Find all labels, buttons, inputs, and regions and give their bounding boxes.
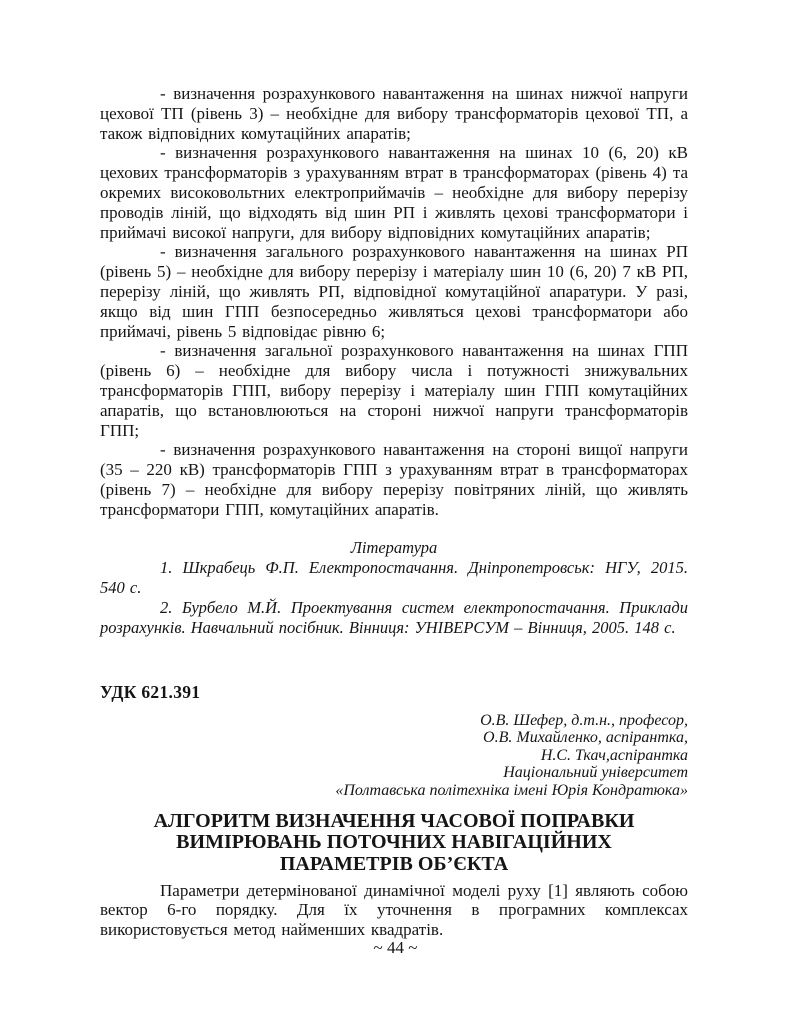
literature-section xyxy=(100,538,688,638)
paragraph-load-level-6: - визначення загальної розрахункового навантаження на шинах ГПП (рівень 6) – необхідне для вибору числа і потужності знижувальних трансформаторів ГПП, вибору перерізу і матеріалу шин ГПП комутаційних апаратів, що встановлюються на стороні нижчої напруги трансформаторів ГПП; xyxy=(100,341,688,440)
literature-item-2: 2. Бурбело М.Й. Проектування систем електропостачання. Приклади розрахунків. Навчальний посібник. Вінниця: УНІВЕРСУМ – Вінниця, 2005. 148 с. xyxy=(100,597,688,637)
literature-item-1: 1. Шкрабець Ф.П. Електропостачання. Дніпропетровськ: НГУ, 2015. 540 с. xyxy=(100,557,688,597)
author-line-2: О.В. Михайленко, аспірантка, xyxy=(483,729,688,747)
affiliation-line-2: «Полтавська політехніка імені Юрія Кондратюка» xyxy=(335,781,688,799)
paragraph-load-level-5: - визначення загального розрахункового навантаження на шинах РП (рівень 5) – необхідне для вибору перерізу і матеріалу шин 10 (6, 20) 7 кВ РП, перерізу ліній, що живлять РП, відповідної комутаційної апаратури. У разі, якщо від шин ГПП безпосередньо живляться цехові трансформатори або приймачі, рівень 5 відповідає рівню 6; xyxy=(100,242,688,341)
affiliation-line-1: Національний університет xyxy=(503,764,688,782)
paragraph-load-level-3: - визначення розрахункового навантаження на шинах нижчої напруги цехової ТП (рівень 3) – необхідне для вибору трансформаторів цехової ТП, а також відповідних комутаційних апаратів; xyxy=(100,84,688,143)
literature-heading: Література xyxy=(350,537,438,557)
paragraph-article-intro: Параметри детермінованої динамічної моделі руху [1] являють собою вектор 6-го порядку. Для їх уточнення в програмних комплексах використовується метод найменших квадратів. xyxy=(100,880,688,940)
page-number: ~ 44 ~ xyxy=(373,938,418,957)
paragraph-load-level-4: - визначення розрахункового навантаження на шинах 10 (6, 20) кВ цехових трансформаторів з урахуванням втрат в трансформаторах (рівень 4) та окремих високовольтних електроприймачів – необхідне для вибору перерізу проводів ліній, що відходять від шин РП і живлять цехові трансформатори і приймачі високої напруги, для вибору відповідних комутаційних апаратів; xyxy=(100,143,688,242)
author-line-1: О.В. Шефер, д.т.н., професор, xyxy=(480,711,688,729)
paragraph-load-level-7: - визначення розрахункового навантаження на стороні вищої напруги (35 – 220 кВ) трансформаторів ГПП з урахуванням втрат в трансформаторах (рівень 7) – необхідне для вибору перерізу повітряних ліній, що живлять трансформатори ГПП, комутаційних апаратів. xyxy=(100,440,688,519)
authors-block xyxy=(100,712,688,800)
article-title: АЛГОРИТМ ВИЗНАЧЕННЯ ЧАСОВОЇ ПОПРАВКИ ВИМІРЮВАНЬ ПОТОЧНИХ НАВІГАЦІЙНИХ ПАРАМЕТРІВ ОБ’ЄКТА xyxy=(153,809,635,875)
udc-code: УДК 621.391 xyxy=(100,681,201,702)
author-line-3: Н.С. Ткач,аспірантка xyxy=(540,746,688,764)
text-block xyxy=(100,84,688,940)
